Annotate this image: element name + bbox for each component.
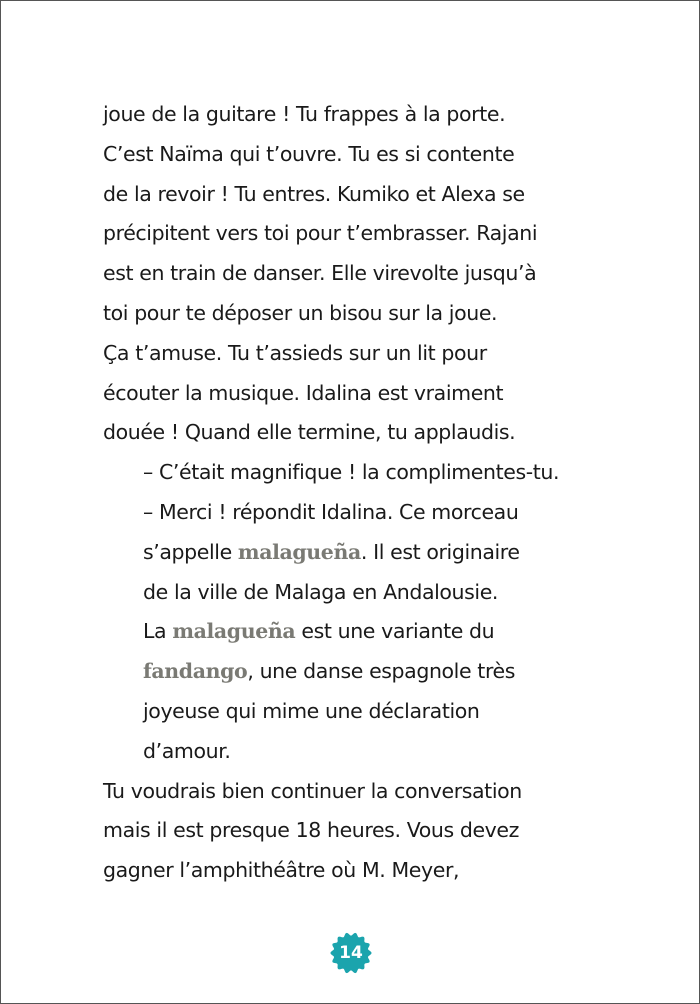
text-line: [103, 732, 623, 772]
text-line: [103, 493, 623, 533]
text-segment: joue de la guitare ! Tu frappes à la porte.: [103, 102, 506, 126]
text-line: [103, 533, 623, 573]
text-segment: précipitent vers toi pour t’embrasser. Rajani: [103, 221, 538, 246]
text-segment: La: [143, 619, 173, 644]
text-line: [103, 254, 623, 294]
text-line: [103, 334, 623, 374]
text-line: [103, 95, 623, 135]
text-segment: , une danse espagnole très: [247, 659, 516, 684]
text-segment: s’appelle: [143, 539, 238, 564]
text-line: [103, 851, 623, 891]
highlighted-term: fandango: [143, 659, 248, 684]
text-segment: gagner l’amphithéâtre où M. Meyer,: [103, 858, 460, 883]
text-segment: joyeuse qui mime une déclaration: [143, 698, 480, 723]
highlighted-term: malagueña: [237, 539, 361, 564]
text-line: [103, 811, 623, 851]
highlighted-term: malagueña: [172, 619, 296, 644]
text-line: [103, 135, 623, 175]
text-line: [103, 294, 623, 334]
text-segment: de la revoir ! Tu entres. Kumiko et Alexa se: [103, 181, 525, 206]
text-line: [103, 175, 623, 215]
text-segment: mais il est presque 18 heures. Vous devez: [103, 818, 519, 843]
text-segment: est une variante du: [295, 619, 495, 644]
text-line: [103, 453, 623, 493]
text-segment: écouter la musique. Idalina est vraiment: [103, 380, 504, 405]
text-line: [103, 652, 623, 692]
text-line: [103, 214, 623, 254]
text-segment: C’est Naïma qui t’ouvre. Tu es si contente: [103, 141, 515, 166]
text-segment: est en train de danser. Elle virevolte jusqu’à: [103, 261, 537, 286]
body-text: [103, 95, 623, 891]
text-line: [103, 374, 623, 414]
text-line: [103, 692, 623, 732]
text-segment: de la ville de Malaga en Andalousie.: [143, 579, 499, 604]
text-segment: – C’était magnifique ! la complimentes-tu.: [143, 460, 560, 485]
text-line: [103, 573, 623, 613]
text-line: [103, 612, 623, 652]
text-segment: douée ! Quand elle termine, tu applaudis.: [103, 420, 516, 445]
text-line: [103, 413, 623, 453]
text-segment: Ça t’amuse. Tu t’assieds sur un lit pour: [103, 340, 487, 365]
text-segment: toi pour te déposer un bisou sur la joue.: [103, 300, 498, 325]
text-segment: d’amour.: [143, 738, 231, 763]
text-segment: – Merci ! répondit Idalina. Ce morceau: [143, 499, 519, 524]
text-segment: Tu voudrais bien continuer la conversation: [103, 778, 522, 803]
page-number-badge: [330, 932, 372, 974]
text-segment: . Il est originaire: [360, 539, 520, 564]
text-line: [103, 772, 623, 812]
page-number: 14: [339, 943, 363, 963]
